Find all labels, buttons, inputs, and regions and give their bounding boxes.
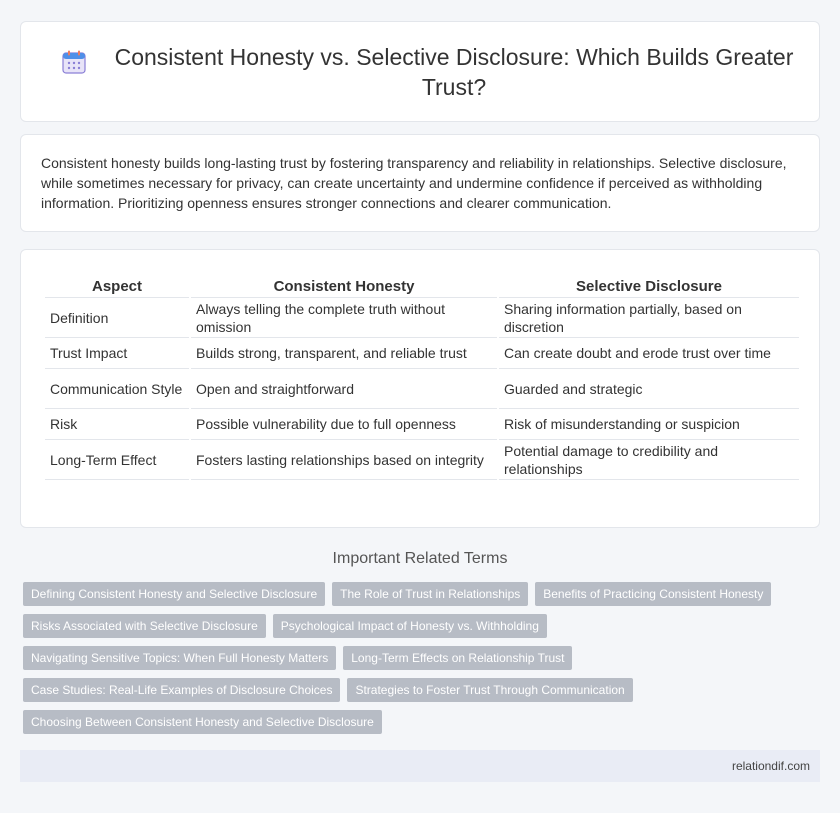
related-terms-list bbox=[23, 582, 823, 742]
table-cell: Risk bbox=[45, 409, 189, 440]
table-cell: Definition bbox=[45, 298, 189, 338]
footer bbox=[20, 750, 820, 782]
header-selective-disclosure: Selective Disclosure bbox=[499, 272, 799, 298]
related-term-tag[interactable]: Defining Consistent Honesty and Selective Disclosure bbox=[23, 582, 325, 606]
related-terms-title: Important Related Terms bbox=[332, 550, 508, 567]
related-term-tag[interactable]: Strategies to Foster Trust Through Communication bbox=[347, 678, 632, 702]
table-row bbox=[45, 440, 799, 480]
related-term-tag[interactable]: Choosing Between Consistent Honesty and Selective Disclosure bbox=[23, 710, 382, 734]
table-cell: Always telling the complete truth without omission bbox=[191, 298, 497, 338]
table-row bbox=[45, 298, 799, 338]
table-cell: Risk of misunderstanding or suspicion bbox=[499, 409, 799, 440]
table-cell: Possible vulnerability due to full openness bbox=[191, 409, 497, 440]
table-cell: Long-Term Effect bbox=[45, 440, 189, 480]
table-cell: Potential damage to credibility and relationships bbox=[499, 440, 799, 480]
table-row bbox=[45, 338, 799, 369]
table-cell: Guarded and strategic bbox=[499, 369, 799, 409]
related-term-tag[interactable]: The Role of Trust in Relationships bbox=[332, 582, 528, 606]
header-consistent-honesty: Consistent Honesty bbox=[191, 272, 497, 298]
header-aspect: Aspect bbox=[45, 272, 189, 298]
comparison-table-card bbox=[20, 249, 820, 528]
table-row bbox=[45, 369, 799, 409]
related-term-tag[interactable]: Benefits of Practicing Consistent Honesty bbox=[535, 582, 771, 606]
related-term-tag[interactable]: Long-Term Effects on Relationship Trust bbox=[343, 646, 572, 670]
related-term-tag[interactable]: Risks Associated with Selective Disclosure bbox=[23, 614, 266, 638]
table-header-row bbox=[45, 272, 799, 298]
intro-card bbox=[20, 134, 820, 232]
table-cell: Builds strong, transparent, and reliable trust bbox=[191, 338, 497, 369]
related-term-tag[interactable]: Case Studies: Real-Life Examples of Disclosure Choices bbox=[23, 678, 340, 702]
intro-text: Consistent honesty builds long-lasting trust by fostering transparency and reliability in relationships. Selective disclosure, while sometimes necessary for privacy, can create uncertainty and undermine confidence if perceived as withholding information. Prioritizing openness ensures stronger connections and clearer communication. bbox=[41, 155, 787, 211]
table-cell: Sharing information partially, based on discretion bbox=[499, 298, 799, 338]
calendar-icon bbox=[61, 49, 87, 75]
header-card bbox=[20, 21, 820, 122]
table-cell: Can create doubt and erode trust over time bbox=[499, 338, 799, 369]
related-term-tag[interactable]: Navigating Sensitive Topics: When Full Honesty Matters bbox=[23, 646, 336, 670]
related-term-tag[interactable]: Psychological Impact of Honesty vs. Withholding bbox=[273, 614, 547, 638]
footer-site-link[interactable]: relationdif.com bbox=[731, 759, 810, 773]
table-cell: Communication Style bbox=[45, 369, 189, 409]
table-row bbox=[45, 409, 799, 440]
page-title: Consistent Honesty vs. Selective Disclosure: Which Builds Greater Trust? bbox=[114, 43, 794, 100]
table-cell: Fosters lasting relationships based on integrity bbox=[191, 440, 497, 480]
comparison-table bbox=[43, 272, 801, 480]
table-cell: Trust Impact bbox=[45, 338, 189, 369]
table-cell: Open and straightforward bbox=[191, 369, 497, 409]
